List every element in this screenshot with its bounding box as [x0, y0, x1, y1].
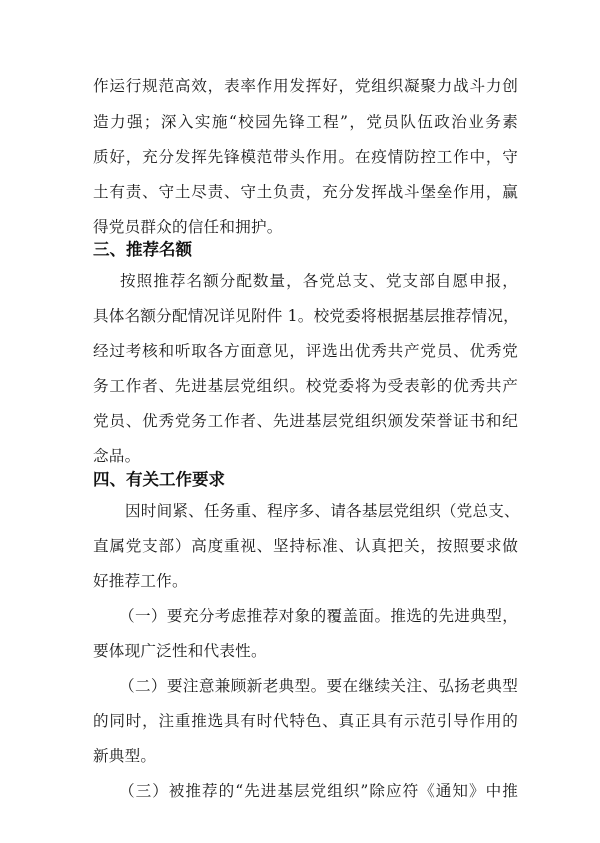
body-text-line: 直属党支部）高度重视、坚持标准、认真把关，按照要求做 — [93, 537, 518, 555]
body-text-line: 好推荐工作。 — [93, 572, 188, 590]
body-text-line: 念品。 — [93, 447, 141, 465]
body-text-line: 要体现广泛性和代表性。 — [93, 642, 267, 660]
body-text-line: 得党员群众的信任和拥护。 — [93, 218, 283, 236]
section-heading-quota: 三、推荐名额 — [93, 240, 192, 259]
body-text-line: 新典型。 — [93, 747, 157, 765]
body-text-line: 造力强；深入实施“校园先锋工程”，党员队伍政治业务素 — [93, 113, 518, 131]
requirement-item-3: （三）被推荐的“先进基层党组织”除应符《通知》中推 — [119, 782, 518, 800]
body-text-line: 质好，充分发挥先锋模范带头作用。在疫情防控工作中，守 — [93, 148, 518, 166]
body-text-line: 按照推荐名额分配数量，各党总支、党支部自愿申报， — [120, 272, 518, 290]
body-text-line: 作运行规范高效，表率作用发挥好，党组织凝聚力战斗力创 — [93, 77, 518, 95]
body-text-line: 的同时，注重推选具有时代特色、真正具有示范引导作用的 — [93, 712, 518, 730]
section-heading-requirements: 四、有关工作要求 — [93, 470, 225, 489]
body-text-line: 因时间紧、任务重、程序多、请各基层党组织（党总支、 — [125, 502, 520, 520]
requirement-item-2: （二）要注意兼顾新老典型。要在继续关注、弘扬老典型 — [119, 677, 518, 695]
body-text-line: 土有责、守土尽责、守土负责，充分发挥战斗堡垒作用，赢 — [93, 183, 518, 201]
body-text-line: 务工作者、先进基层党组织。校党委将为受表彰的优秀共产 — [93, 377, 518, 395]
body-text-line: 经过考核和听取各方面意见，评选出优秀共产党员、优秀党 — [93, 342, 518, 360]
body-text-line: 党员、优秀党务工作者、先进基层党组织颁发荣誉证书和纪 — [93, 412, 518, 430]
requirement-item-1: （一）要充分考虑推荐对象的覆盖面。推选的先进典型， — [119, 607, 518, 625]
body-text-line: 具体名额分配情况详见附件 1。校党委将根据基层推荐情况， — [93, 307, 519, 325]
